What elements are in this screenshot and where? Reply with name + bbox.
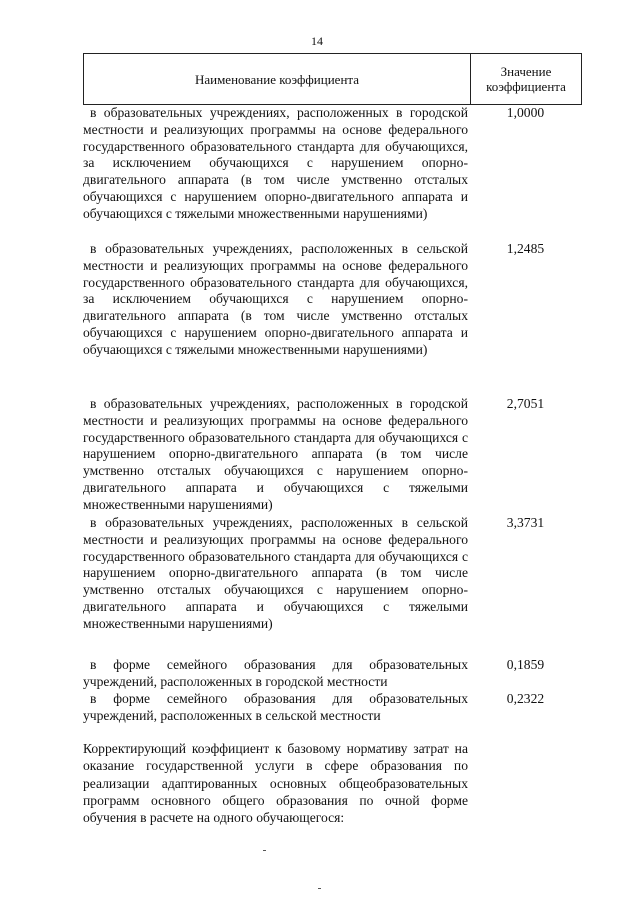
- scan-speck: [263, 850, 266, 851]
- scan-speck: [318, 888, 321, 889]
- page-number: 14: [311, 34, 323, 48]
- table-row-value: 2,7051: [506, 396, 545, 411]
- table-row-value: 0,1859: [506, 657, 545, 672]
- table-row-value: 3,3731: [506, 515, 545, 530]
- header-coefficient-name: Наименование коэффициента: [84, 54, 471, 105]
- closing-paragraph: Корректирующий коэффициент к базовому нормативу затрат на оказание государственной услуги в сфере образования по реализации адаптированных основных общеобразовательных программ основного общего образования по очной форме обучения в расчете на одного обучающегося:: [83, 741, 468, 826]
- table-row-text: в образовательных учреждениях, расположенных в сельской местности и реализующих программы на основе федерального государственного образовательного стандарта для обучающихся с нарушением опорно-двигательного аппарата (в том числе умственно отсталых обучающихся с нарушением опорно-двигательного аппарата и обучающихся с тяжелыми множественными нарушениями): [83, 515, 468, 631]
- table-row-text: в образовательных учреждениях, расположенных в городской местности и реализующих программы на основе федерального государственного образовательного стандарта для обучающихся, за исключением обучающихся с нарушением опорно-двигательного аппарата (в том числе умственно отсталых обучающихся с нарушением опорно-двигательного аппарата и обучающихся с тяжелыми множественными нарушениями): [83, 105, 468, 221]
- table-row-text: в образовательных учреждениях, расположенных в сельской местности и реализующих программы на основе федерального государственного образовательного стандарта для обучающихся, за исключением обучающихся с нарушением опорно-двигательного аппарата (в том числе умственно отсталых обучающихся с нарушением опорно-двигательного аппарата и обучающихся с тяжелыми множественными нарушениями): [83, 241, 468, 357]
- coefficient-table-header: [83, 53, 582, 105]
- table-row-text: в форме семейного образования для образовательных учреждений, расположенных в сельской местности: [83, 691, 468, 723]
- table-row-value: 1,2485: [506, 241, 545, 256]
- table-row-text: в образовательных учреждениях, расположенных в городской местности и реализующих программы на основе федерального государственного образовательного стандарта для обучающихся с нарушением опорно-двигательного аппарата (в том числе умственно отсталых обучающихся с нарушением опорно-двигательного аппарата и обучающихся с тяжелыми множественными нарушениями): [83, 396, 468, 512]
- table-row-value: 0,2322: [506, 691, 545, 706]
- header-coefficient-value: Значение коэффициента: [471, 54, 582, 105]
- table-row-value: 1,0000: [506, 105, 545, 120]
- table-row-text: в форме семейного образования для образовательных учреждений, расположенных в городской местности: [83, 657, 468, 689]
